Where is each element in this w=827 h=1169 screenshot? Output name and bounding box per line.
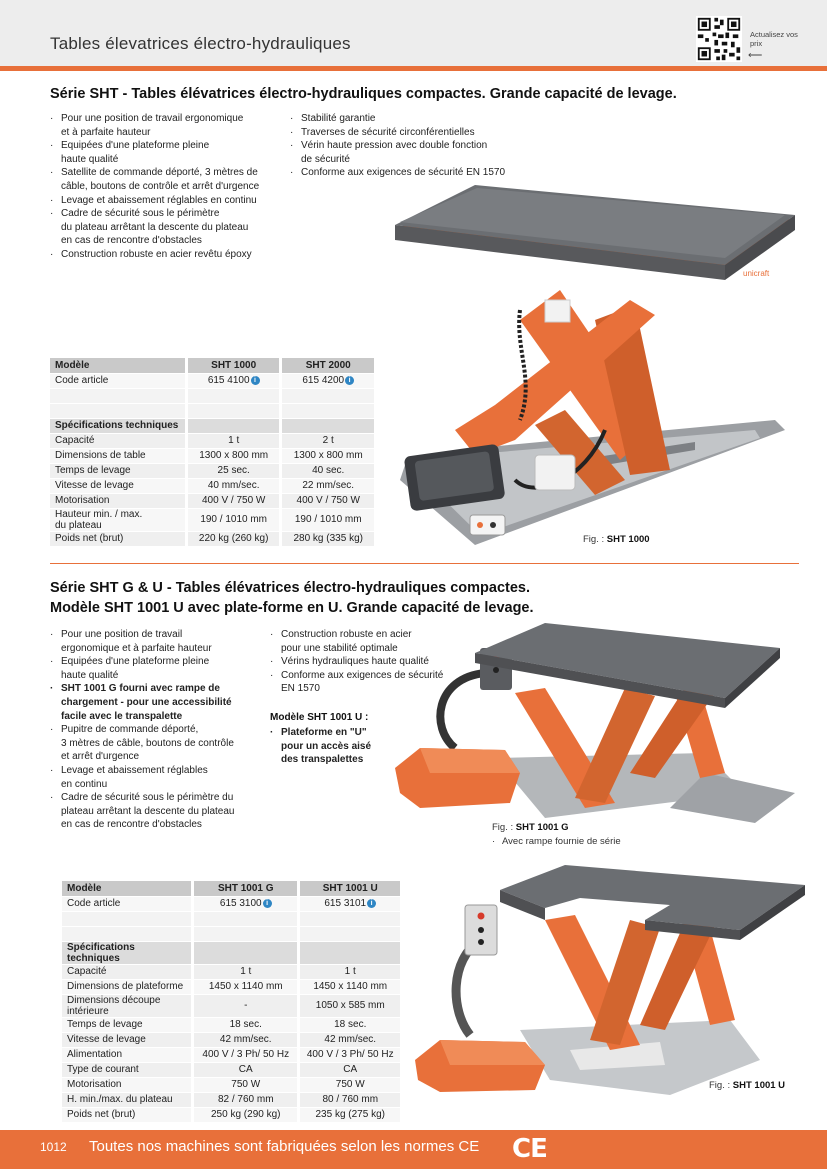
figure-caption-sht1000 — [583, 534, 650, 545]
table-cell — [186, 403, 281, 418]
table-row — [50, 478, 376, 493]
table-row — [50, 433, 376, 448]
table-cell — [193, 941, 299, 964]
table-cell: 18 sec. — [193, 1017, 299, 1032]
figure-note-sht1001g — [492, 836, 621, 847]
table-row-spec-heading — [50, 418, 376, 433]
table-cell: Poids net (brut) — [62, 1107, 193, 1122]
table-row-blank — [62, 926, 402, 941]
fig-name: SHT 1001 U — [732, 1080, 786, 1091]
table-cell: SHT 1000 — [186, 358, 281, 373]
table-cell: 82 / 760 mm — [193, 1092, 299, 1107]
table-cell — [193, 911, 299, 926]
table-cell: 1050 x 585 mm — [299, 994, 402, 1017]
table-cell: 190 / 1010 mm — [186, 508, 281, 531]
table-cell: H. min./max. du plateau — [62, 1092, 193, 1107]
bullet-item: · Pupitre de commande déporté, 3 mètres de câble, boutons de contrôle et arrêt d'urgence — [50, 723, 270, 764]
header-accent-bar — [0, 66, 827, 71]
ce-mark-icon: CE — [512, 1134, 547, 1164]
product-image-sht-1000 — [395, 180, 805, 550]
bullet-item: · Levage et abaissement réglables en continu — [50, 194, 290, 208]
table-row — [50, 463, 376, 478]
table-row — [50, 508, 376, 531]
table-cell: 1 t — [193, 964, 299, 979]
table-cell — [62, 926, 193, 941]
table-cell: 1300 x 800 mm — [186, 448, 281, 463]
table-cell — [50, 403, 186, 418]
section2-title-line2: Modèle SHT 1001 U avec plate-forme en U. Grande capacité de levage. — [50, 600, 534, 616]
table-cell — [186, 388, 281, 403]
table-cell: 1450 x 1140 mm — [193, 979, 299, 994]
bullet-dot: · — [492, 836, 496, 847]
figure-caption-sht1001u — [709, 1080, 785, 1091]
fig-note: Avec rampe fournie de série — [502, 836, 621, 847]
table-cell: 220 kg (260 kg) — [186, 531, 281, 546]
table-cell: 22 mm/sec. — [281, 478, 376, 493]
fig-label: Fig. : — [583, 534, 605, 545]
table-cell: SHT 1001 G — [193, 881, 299, 896]
table-cell: 280 kg (335 kg) — [281, 531, 376, 546]
table-row — [62, 1032, 402, 1047]
table-cell: Dimensions découpe intérieure — [62, 994, 193, 1017]
bullet-item: · Construction robuste en acier revêtu époxy — [50, 248, 290, 262]
table-cell: Code article — [50, 373, 186, 388]
fig-label: Fig. : — [709, 1080, 731, 1091]
table-row-code — [62, 896, 402, 911]
info-icon[interactable]: i — [367, 899, 376, 908]
table-cell: 400 V / 750 W — [186, 493, 281, 508]
bullet-item: · Vérin haute pression avec double fonction de sécurité — [290, 139, 540, 166]
table-cell — [281, 388, 376, 403]
bullet-item: · Pour une position de travail ergonomique et à parfaite hauteur — [50, 628, 270, 655]
table-cell: CA — [193, 1062, 299, 1077]
page-number: 1012 — [40, 1140, 67, 1154]
table-cell: 42 mm/sec. — [299, 1032, 402, 1047]
table-cell: 400 V / 750 W — [281, 493, 376, 508]
page-title: Tables élevatrices électro-hydrauliques — [50, 34, 351, 53]
table-header-row — [50, 358, 376, 373]
table-row — [62, 994, 402, 1017]
fig-name: SHT 1001 G — [515, 822, 569, 833]
section2-title-line1: Série SHT G & U - Tables élévatrices électro-hydrauliques compactes. — [50, 580, 531, 596]
product-image-sht-1001-u — [410, 860, 805, 1100]
table-cell: 18 sec. — [299, 1017, 402, 1032]
table-cell: 1300 x 800 mm — [281, 448, 376, 463]
table-row — [50, 493, 376, 508]
bullet-item: · Construction robuste en acier pour une stabilité optimale — [270, 628, 470, 655]
table-cell: Capacité — [50, 433, 186, 448]
info-icon[interactable]: i — [251, 376, 260, 385]
table-cell: 750 W — [193, 1077, 299, 1092]
table-row-blank — [50, 403, 376, 418]
section2-bullets-left — [50, 628, 270, 832]
table-cell — [281, 418, 376, 433]
table-row-code — [50, 373, 376, 388]
table-cell: 80 / 760 mm — [299, 1092, 402, 1107]
u-model-heading: Modèle SHT 1001 U : — [270, 712, 369, 723]
info-icon[interactable]: i — [345, 376, 354, 385]
table-row — [62, 1107, 402, 1122]
table-cell: Capacité — [62, 964, 193, 979]
table-cell: Temps de levage — [62, 1017, 193, 1032]
table-cell: Temps de levage — [50, 463, 186, 478]
table-cell: Alimentation — [62, 1047, 193, 1062]
table-cell: 615 3100 i — [193, 896, 299, 911]
table-cell: SHT 2000 — [281, 358, 376, 373]
table-cell: 2 t — [281, 433, 376, 448]
product-image-sht-1001-g — [395, 618, 805, 828]
table-cell: 250 kg (290 kg) — [193, 1107, 299, 1122]
table-cell — [299, 926, 402, 941]
fig-label: Fig. : — [492, 822, 514, 833]
table-cell — [62, 911, 193, 926]
table-row — [50, 531, 376, 546]
table-row — [62, 979, 402, 994]
bullet-item: · Cadre de sécurité sous le périmètre du plateau arrêtant la descente du plateau en cas de rencontre d'obstacles — [50, 207, 290, 248]
table-cell — [281, 403, 376, 418]
bullet-item: · Traverses de sécurité circonférentielles — [290, 126, 540, 140]
table-cell — [186, 418, 281, 433]
bullet-item: · Conforme aux exigences de sécurité EN 1570 — [290, 166, 540, 180]
table-cell — [193, 926, 299, 941]
figure-caption-sht1001g — [492, 822, 569, 833]
table-cell: Type de courant — [62, 1062, 193, 1077]
table-cell: 40 sec. — [281, 463, 376, 478]
table-cell: 235 kg (275 kg) — [299, 1107, 402, 1122]
table-cell: Motorisation — [62, 1077, 193, 1092]
table-cell: 1450 x 1140 mm — [299, 979, 402, 994]
bullet-item: · Equipées d'une plateforme pleine haute qualité — [50, 655, 270, 682]
table-cell: 615 4200 i — [281, 373, 376, 388]
section1-bullets-right — [290, 112, 540, 180]
table-cell: Modèle — [50, 358, 186, 373]
table-cell — [299, 941, 402, 964]
table-row — [62, 1092, 402, 1107]
table-cell: Poids net (brut) — [50, 531, 186, 546]
section1-bullets-left — [50, 112, 290, 262]
table-cell: 1 t — [299, 964, 402, 979]
spec-table-sht — [50, 358, 377, 547]
footer-text: Toutes nos machines sont fabriquées selon les normes CE — [89, 1138, 480, 1155]
bullet-item: · SHT 1001 G fourni avec rampe de chargement - pour une accessibilité facile avec le transpalette — [50, 682, 270, 723]
table-cell: - — [193, 994, 299, 1017]
info-icon[interactable]: i — [263, 899, 272, 908]
table-cell: 190 / 1010 mm — [281, 508, 376, 531]
table-row-blank — [62, 911, 402, 926]
table-cell: Vitesse de levage — [62, 1032, 193, 1047]
table-header-row — [62, 881, 402, 896]
bullet-item: · Vérins hydrauliques haute qualité — [270, 655, 470, 669]
bullet-item: · Stabilité garantie — [290, 112, 540, 126]
section1-title: Série SHT - Tables élévatrices électro-hydrauliques compactes. Grande capacité de levage. — [50, 86, 677, 102]
bullet-item: · Equipées d'une plateforme pleine haute qualité — [50, 139, 290, 166]
bullet-item: · Pour une position de travail ergonomique et à parfaite hauteur — [50, 112, 290, 139]
qr-code-icon[interactable] — [696, 16, 742, 62]
table-cell: 400 V / 3 Ph/ 50 Hz — [299, 1047, 402, 1062]
bullet-item: · Levage et abaissement réglables en continu — [50, 764, 270, 791]
table-cell — [299, 911, 402, 926]
table-cell: SHT 1001 U — [299, 881, 402, 896]
table-row — [62, 1077, 402, 1092]
bullet-item: · Satellite de commande déporté, 3 mètres de câble, boutons de contrôle et arrêt d'urgence — [50, 166, 290, 193]
table-cell: 40 mm/sec. — [186, 478, 281, 493]
table-cell: 615 3101 i — [299, 896, 402, 911]
table-cell: CA — [299, 1062, 402, 1077]
bullet-item: · Cadre de sécurité sous le périmètre du plateau arrêtant la descente du plateau en cas de rencontre d'obstacles — [50, 791, 270, 832]
table-cell: Dimensions de table — [50, 448, 186, 463]
table-row — [50, 448, 376, 463]
table-cell: Code article — [62, 896, 193, 911]
table-cell: Modèle — [62, 881, 193, 896]
arrow-left-icon: ⟵ — [748, 50, 763, 61]
table-cell: 42 mm/sec. — [193, 1032, 299, 1047]
table-cell: Motorisation — [50, 493, 186, 508]
table-cell: 750 W — [299, 1077, 402, 1092]
fig-name: SHT 1000 — [606, 534, 650, 545]
spec-table-sht-g-u — [62, 881, 403, 1123]
table-row — [62, 1047, 402, 1062]
table-cell: Spécifications techniques — [50, 418, 186, 433]
brand-logo: unicraft — [743, 269, 770, 278]
table-cell: 400 V / 3 Ph/ 50 Hz — [193, 1047, 299, 1062]
table-cell: Spécifications techniques — [62, 941, 193, 964]
bullet-item: · Plateforme en "U" pour un accès aisé des transpalettes — [270, 726, 430, 767]
table-row-spec-heading — [62, 941, 402, 964]
table-row — [62, 1062, 402, 1077]
table-cell: Vitesse de levage — [50, 478, 186, 493]
table-cell: 25 sec. — [186, 463, 281, 478]
table-cell: 1 t — [186, 433, 281, 448]
table-cell: Hauteur min. / max. du plateau — [50, 508, 186, 531]
table-cell: Dimensions de plateforme — [62, 979, 193, 994]
table-row — [62, 1017, 402, 1032]
qr-note: Actualisez vos prix — [750, 30, 798, 48]
bullet-item: · Conforme aux exigences de sécurité EN 1570 — [270, 669, 470, 696]
table-cell — [50, 388, 186, 403]
table-row-blank — [50, 388, 376, 403]
table-cell: 615 4100 i — [186, 373, 281, 388]
section-separator — [50, 563, 799, 564]
table-row — [62, 964, 402, 979]
